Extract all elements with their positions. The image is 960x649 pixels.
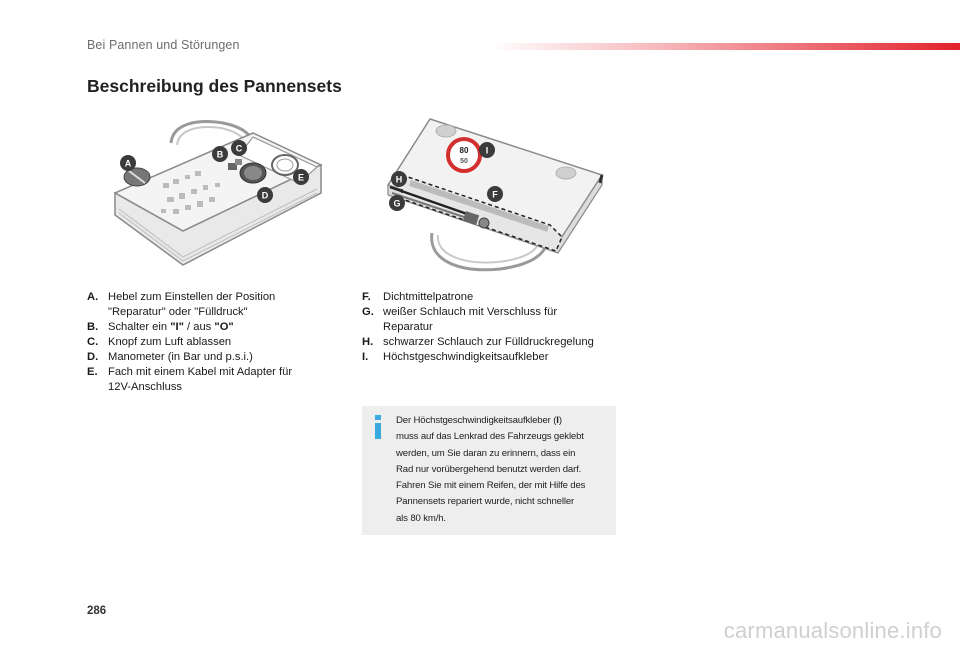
legend-item-c: C. Knopf zum Luft ablassen [87,336,232,348]
callout-c [231,140,247,156]
callout-b [212,146,228,162]
callout-h [391,171,407,187]
legend-item-d: D. Manometer (in Bar und p.s.i.) [87,351,253,363]
underside-illustration [380,113,612,277]
svg-text:I: I [485,145,489,156]
svg-text:F: F [492,189,498,200]
svg-text:E: E [297,172,305,183]
svg-text:C: C [235,143,243,154]
legend-item-a: A. Hebel zum Einstellen der Position "Reparatur" oder "Fülldruck" [87,291,276,318]
underside-drawing [380,113,612,277]
callout-e [293,169,309,185]
sticker-top-number: 80 [459,146,469,155]
callout-g [389,195,405,211]
callout-a [120,155,136,171]
sticker-bottom-number: 50 [460,158,468,165]
svg-text:H: H [395,174,403,185]
page-heading: Beschreibung des Pannensets [87,76,342,96]
info-text: Der Höchstgeschwindigkeitsaufkleber (I) muss auf das Lenkrad des Fahrzeugs geklebt werden, um Sie daran zu erinnern, dass ein Rad nur vorübergehend benutzt werden darf. Fahren Sie mit einem Reifen, der mit Hilfe des Pannensets repariert wurde, nicht schneller als 80 km/h. [396,415,586,524]
section-title: Bei Pannen und Störungen [87,38,240,52]
info-box [362,406,616,535]
svg-text:D: D [261,190,269,201]
legend-item-h: H. schwarzer Schlauch zur Fülldruckregelung [362,336,594,348]
page-number: 286 [87,605,107,617]
header-accent-bar [488,43,960,50]
compressor-drawing [103,113,329,277]
callout-d [257,187,273,203]
svg-text:B: B [216,149,224,160]
legend-item-e: E. Fach mit einem Kabel mit Adapter für 12V-Anschluss [87,366,293,393]
legend-item-b: B. Schalter ein "I" / aus "O" [87,321,234,333]
legend-item-g: G. weißer Schlauch mit Verschluss für Reparatur [362,306,558,333]
legend-item-i: I. Höchstgeschwindigkeitsaufkleber [362,351,549,363]
callout-i [479,142,495,158]
svg-text:G: G [393,198,401,209]
compressor-illustration [103,113,329,277]
callout-f [487,186,503,202]
svg-text:A: A [124,158,132,169]
legend-right [362,290,622,365]
watermark: carmanualsonline.info [723,618,942,643]
info-icon [372,415,384,439]
legend-left [87,290,327,395]
legend-item-f: F. Dichtmittelpatrone [362,291,474,303]
